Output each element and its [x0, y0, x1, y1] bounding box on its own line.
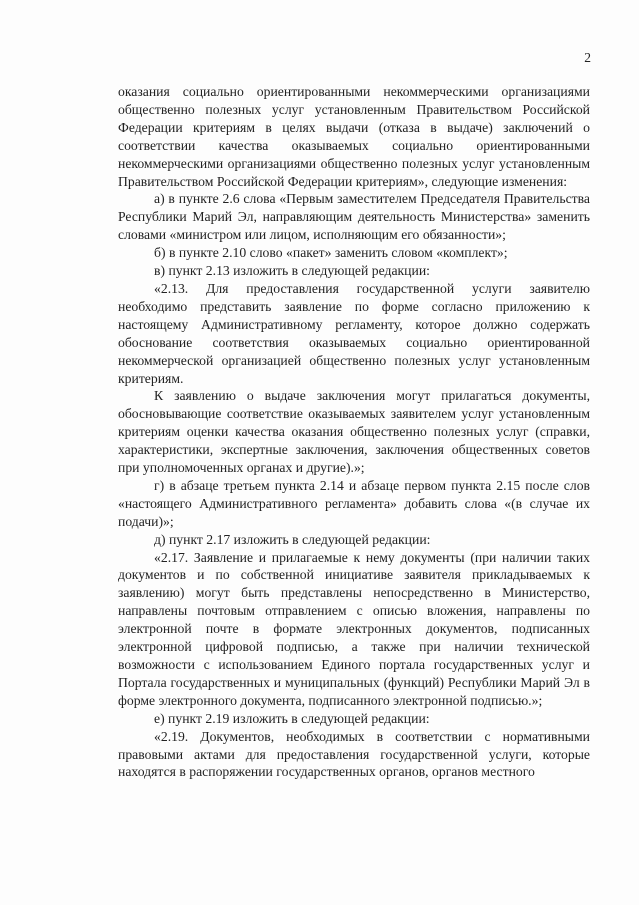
paragraph: г) в абзаце третьем пункта 2.14 и абзаце первом пункта 2.15 после слов «настоящего Административного регламента» добавить слова «(в случае их подачи)»; — [118, 477, 590, 529]
page-number: 2 — [584, 50, 591, 65]
paragraph: в) пункт 2.13 изложить в следующей редакции: — [154, 263, 430, 279]
paragraph: а) в пункте 2.6 слова «Первым заместителем Председателя Правительства Республики Марий Эл, направляющим деятельность Министерства» заменить словами «министром или лицом, исполняющим его обязанности»; — [118, 191, 590, 243]
paragraph: д) пункт 2.17 изложить в следующей редакции: — [154, 531, 431, 547]
document-body — [118, 83, 590, 781]
paragraph: е) пункт 2.19 изложить в следующей редакции: — [154, 710, 430, 726]
paragraph: К заявлению о выдаче заключения могут прилагаться документы, обосновывающие соответствие оказываемых заявителем услуг установленным критериям оценки качества оказания общественно полезных услуг (справки, характеристики, экспертные заключения, заключения общественных советов при уполномоченных органах и другие).»; — [118, 388, 590, 476]
paragraph: «2.19. Документов, необходимых в соответствии с нормативными правовыми актами для предоставления государственной услуги, которые находятся в распоряжении государственных органов, органов местного — [118, 728, 590, 780]
paragraph: б) в пункте 2.10 слово «пакет» заменить словом «комплект»; — [154, 245, 508, 261]
paragraph: оказания социально ориентированными некоммерческими организациями общественно полезных услуг установленным Правительством Российской Федерации критериям в целях выдачи (отказа в выдаче) заключений о соответствии качества оказываемых социально ориентированными некоммерческими организациями общественно полезных услуг установленным Правительством Российской Федерации критериям», следующие изменения: — [118, 84, 590, 189]
paragraph: «2.17. Заявление и прилагаемые к нему документы (при наличии таких документов и по собственной инициативе заявителя прикладываемых к заявлению) могут быть представлены непосредственно в Министерство, направлены почтовым отправлением с описью вложения, направлены по электронной почте в формате электронных документов, подписанных электронной цифровой подписью, а также при наличии технической возможности с использованием Единого портала государственных услуг и Портала государственных и муниципальных (функций) Республики Марий Эл в форме электронного документа, подписанного электронной подписью.»; — [118, 549, 590, 708]
paragraph: «2.13. Для предоставления государственной услуги заявителю необходимо представить заявление по форме согласно приложению к настоящему Административному регламенту, которое должно содержать обоснование соответствия оказываемых социально ориентированной некоммерческой организацией общественно полезных услуг установленным критериям. — [118, 280, 590, 386]
